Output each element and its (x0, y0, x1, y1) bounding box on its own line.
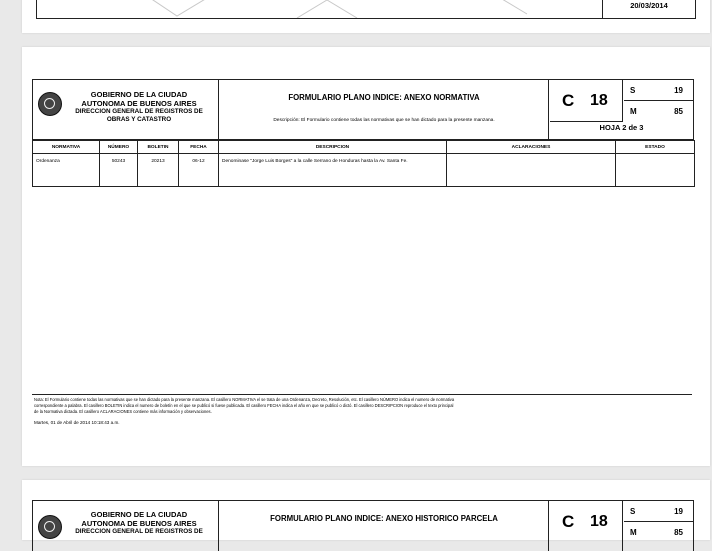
next-form-title: FORMULARIO PLANO INDICE: ANEXO HISTORICO PARCELA (270, 514, 498, 523)
form-header (32, 79, 694, 140)
col-fecha: FECHA (179, 141, 219, 154)
city-seal-icon (38, 92, 62, 116)
col-numero: NÚMERO (100, 141, 138, 154)
table-header-row (33, 141, 695, 154)
col-normativa: NORMATIVA (33, 141, 100, 154)
seccion-row: S 19 (624, 80, 693, 101)
col-estado: ESTADO (616, 141, 695, 154)
form-title-block (220, 80, 549, 139)
cell-aclaraciones (447, 154, 616, 187)
form-description: Descripción: El Formulario contiene todas las normativas que se han dictado para la presente manzana. (273, 118, 495, 123)
gov-line-4: OBRAS Y CATASTRO (106, 116, 172, 123)
gov-line-2: AUTONOMA DE BUENOS AIRES (81, 99, 197, 108)
gov-line-3: DIRECCION GENERAL DE REGISTROS DE (75, 108, 203, 115)
manzana-row: M 85 (630, 107, 683, 116)
cell-descripcion: Denominase "Jorge Luis Borges" a la calle Serrano de Honduras hasta la Av. Santa Fe. (219, 154, 447, 187)
cell-fecha: 06-12 (179, 154, 219, 187)
government-block (33, 80, 219, 139)
city-seal-icon (38, 515, 62, 539)
table-row (33, 154, 695, 187)
cell-boletin: 20213 (138, 154, 179, 187)
c-letter: C (562, 91, 575, 110)
footer-note: Nota: El Formulario contiene todas las normativas que se han dictado para la presente manzana. El casillero NORMATIVA el se trata de una Ordenanza, Decreto, Resolución, etc. El casillero NÚMERO indica el numero de normativa correspondiente a palabra. El casillero BOLETIN indica el numero de boletín en el que se publicó si fuese publicada. El casillero FECHA indica el año en que se publicó o dictó. El casillero DESCRIPCION reproduce el texto principal de la Normativa dictada. El casillero ACLARACIONES contiene más información y observaciones. (34, 397, 455, 414)
c-number: 18 (590, 92, 608, 109)
next-government-block: GOBIERNO DE LA CIUDAD AUTONOMA DE BUENOS AIRES DIRECCION GENERAL DE REGISTROS DE (33, 501, 219, 551)
next-page (22, 480, 710, 540)
previous-page (22, 0, 710, 33)
cell-normativa: Ordenanza (33, 154, 100, 187)
previous-page-date: 20/03/2014 (602, 0, 695, 18)
seccion-value: 19 (674, 86, 683, 95)
print-date: Martes, 01 de Abril de 2014 10:18:43 a.m. (34, 420, 120, 425)
gov-line-1: GOBIERNO DE LA CIUDAD (90, 90, 188, 99)
previous-page-frame (36, 0, 696, 19)
normativa-table (32, 140, 695, 187)
map-lines (117, 0, 537, 18)
circunscripcion-box (550, 80, 623, 122)
col-descripcion: DESCRIPCION (219, 141, 447, 154)
col-aclaraciones: ACLARACIONES (447, 141, 616, 154)
manzana-value: 85 (674, 107, 683, 116)
col-boletin: BOLETIN (138, 141, 179, 154)
cadastral-block (550, 80, 693, 139)
document-page (22, 47, 710, 466)
cell-estado (616, 154, 695, 187)
next-cadastral-block: C 18 S 19 M 85 (550, 501, 693, 551)
next-form-title-block (220, 501, 549, 551)
footer-divider (32, 394, 692, 395)
form-title: FORMULARIO PLANO INDICE: ANEXO NORMATIVA (288, 93, 480, 102)
next-form-header (32, 500, 694, 551)
page-indicator: HOJA 2 de 3 (599, 123, 644, 132)
cell-numero: 50243 (100, 154, 138, 187)
